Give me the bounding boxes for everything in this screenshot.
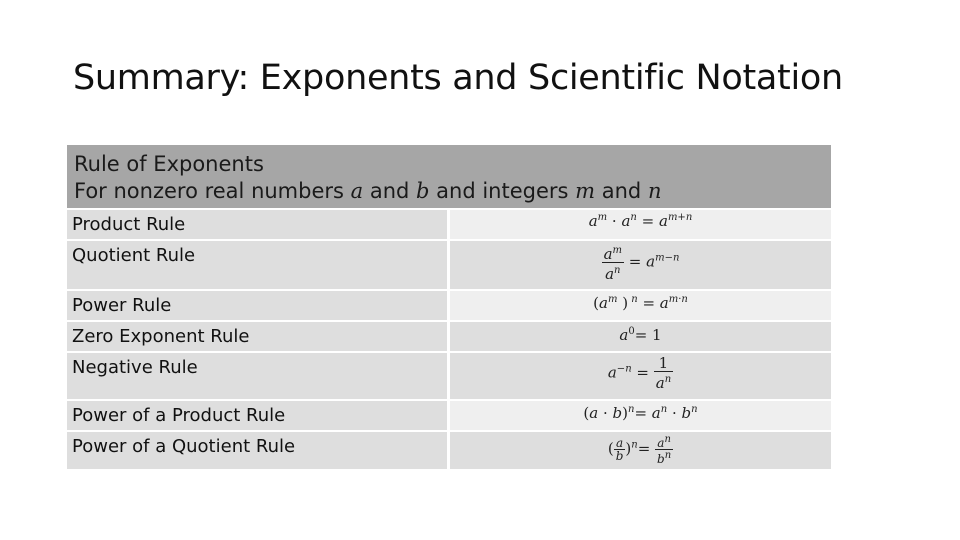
rule-formula: $(a \cdot b)^n= a^n \cdot b^n$ bbox=[450, 401, 831, 430]
rule-name: Product Rule bbox=[67, 210, 447, 239]
header-title: Rule of Exponents bbox=[74, 152, 264, 176]
table-row bbox=[67, 322, 831, 351]
header-subtitle: For nonzero real numbers a and b and integers m and n bbox=[74, 179, 662, 203]
rule-name: Quotient Rule bbox=[67, 241, 447, 289]
exponent-rules-table bbox=[67, 145, 831, 471]
rule-formula: $\frac{a^m}{a^n}$ = $a^{m-n}$ bbox=[450, 241, 831, 289]
rule-formula: $a^m \cdot a^n = a^{m+n}$ bbox=[450, 210, 831, 239]
table-row bbox=[67, 291, 831, 320]
table-row bbox=[67, 401, 831, 430]
rule-formula: $a^0= 1$ bbox=[450, 322, 831, 351]
table-row bbox=[67, 210, 831, 239]
table-row bbox=[67, 241, 831, 289]
rule-name: Power Rule bbox=[67, 291, 447, 320]
rule-name: Power of a Quotient Rule bbox=[67, 432, 447, 469]
table-row bbox=[67, 432, 831, 469]
rule-name: Negative Rule bbox=[67, 353, 447, 399]
table-header bbox=[67, 145, 831, 208]
rule-formula: $a^{-n}$ = $\frac{1}{a^n}$ bbox=[450, 353, 831, 399]
table-row bbox=[67, 353, 831, 399]
rule-formula: ($a^m$ ) $^n = a^{m\cdot n}$ bbox=[450, 291, 831, 320]
rule-name: Zero Exponent Rule bbox=[67, 322, 447, 351]
rule-formula: ( $\frac{a}{b}$ )$^n$= $\frac{a^n}{b^n}$ bbox=[450, 432, 831, 469]
rule-name: Power of a Product Rule bbox=[67, 401, 447, 430]
slide-title: Summary: Exponents and Scientific Notation bbox=[73, 58, 843, 98]
